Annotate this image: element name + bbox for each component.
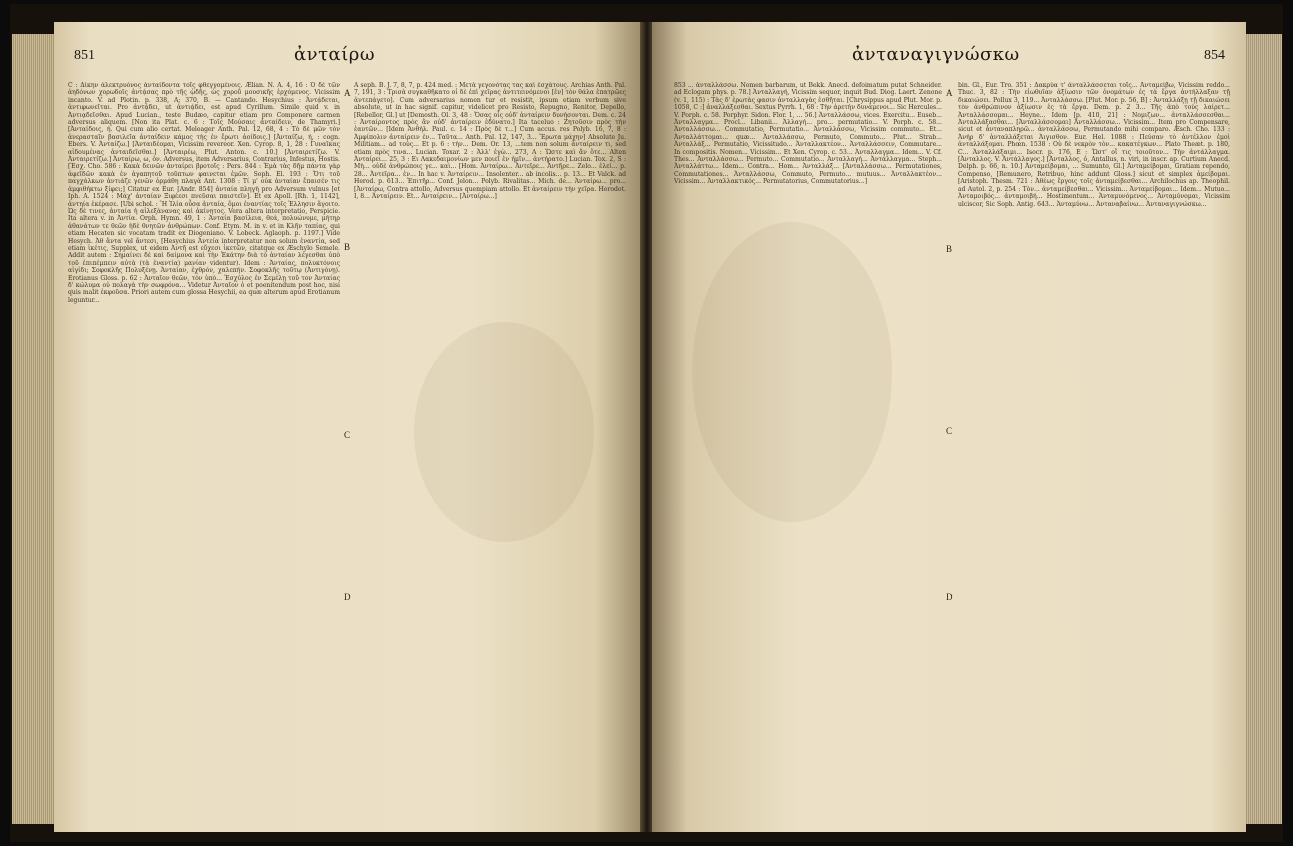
section-marker: A [344,88,351,98]
page-edges-right [1246,34,1282,824]
left-column-a [68,82,340,822]
left-page-number: 851 [74,48,95,63]
entry-text: bin. Gl., Eur. Tro. 351 : Δακρύα τ' ἀνταλλάσσεται τοῖς... Ἀνταμείβω, Vicissim reddo... Thuc. 3, 82 : Τὴν εἰωθυῖαν ἀξίωσιν τῶν ὀνομάτων ἐς τὰ ἔργα ἀντήλλαξαν τῇ δικαιώσει. Pollux 3, 119... Ἀνταλλάσσω. [Plut. Mor. p. 56, B] : Ἀνταλλάξῃ τῇ δικαιώσει τὸν ἀνθρώπινον ἀξίωσιν ἐς τὰ ἔργα. Dem. p. 2 3... Τῆς ἀπὸ τούς λαίρετ... Ἀνταλλάσσομαι... Heyne... Idem [p. 410, 21] : Νομιζων... ἀνταλλάσσεσθαι... Ἀνταλλάξασθαι... [Ἀνταλλάσσομαι] Ἀνταλλάσσω... Vicissim... Item pro Compensare, sicut et ἀνταναπληρῶ... ἀνταλλάσσω, Permutando mihi comparo. Æsch. Cho. 133 : Ἀνήρ δ' ἀνταλλάξεται Ἀιγισθον. Eur. Hel. 1088 : Πεύσαν τὸ ἀντέλλον ἐμοὶ ἀνταλλάξομαι. Phœn. 1538 : Οὐ δὲ νεκρὸν τὸν... κακατέγκων... Plato Theæt. p. 180, C... Ἀνταλλάξαιμι... Isocr. p. 176, E : Ὥστ' οἴ τις τοιοῦτον... Τὴν ἀντάλλαγμα. [Ἀνταλλος. V. Ἀντάλλαγος.] [Ἀνταλλος, ὁ, Antallus, n. viri, in inscr. ap. Curtium Anecd. Delph. p. 66, n. 10.] Ἀνταμείβομαι, ... Sumunto, Gl.] Ἀνταμείβομαι, Gratiam rependo, Compenso, [Remunero, Retribuo, hinc addunt Gloss.] sicut et simplex ἀμείβομαι. [Aristoph. Thesm. 721 : Ἀθέως ἔργοις τοῖς ἀνταμείβεσθαι... Archilochus ap. Theophil. ad Autol. 2, p. 254 : Τὸν... ἀνταμείβεσθαι... Vicissim... Ἀνταμείβομαι... Idem... Mutuo... Ἀνταμοιβός... ἀνταμοιβή... Hostimentum... Ἀνταμυνόμενος... Ἀνταμύνομαι, Vicissim ulciscor, Sic Soph. Antig. 643... Ἀνταμύνω... Ἀνταναβαίνω... Ἀνταναγιγνώσκω... [958,82,1230,208]
section-marker: A [946,88,953,98]
entry-text: A seph. B. J. 7, 8, 7, p. 424 med. : Μετὰ γεγονότας τας καὶ ἐσχάτους. Archias Anth. Pal. 7, 191, 3 : Τρισὰ συγκαθῆκατο οἱ δὲ ἐπὶ χεῖρας ἀντιτεινόμενοι [ἐν] τὸν θάλα ἐπατρῶες ἀντεπάγετο]. Cum adversarius nomen tur et resistit, ipsum etiam verbum sive absolute, ut in hac signif. capitur, videlicet pro Resisto, Repugno, Renitor, Depello, [Rebellor, Gl.] ut [Demosth. Ol. 3, 48 : Ὅσας οἷς οὐδ' ἀνταίρειν δυνήσονται. Dem. c. 24 : Ἀνταίροντος πρὸς ἃν οὐδ' ἀνταίρειν ἐδύνατο.] Ita taceluo : Ζητοῦσιν πρὸς τὴν ἑαυτῶν... [Idem Ἀνθήλ. Paul. c. 14 : Πρὸς δὲ τ...] Cum accus. res Polyb. 16, 7, 8 : Ἀμφίπολιν ἀνταίρειν ἐν... Ταῦτα... Anth. Pal. 12, 147, 3... Ἔρωτα μάχην] Absolute Ju. Militiam... ad τοὺς... Et p. 6 : τὴν... Dem. Or. 13, ...tem non solum ἀνταίρειν τι, sed etiam πρὸς τινα... Lucian. Toxar. 2 : Ἀλλ' ἐγὼ... 273, A : Ὥστε καὶ ἂν ὅτε... Alten Ἀνταίρει... 25, 3 : Ει Λακεδαιμονίων μεν ποιεῖ ἐν ἡμῖν... ἀντήρατο.] Lucian. Tox. 2, S : Μὴ... οὐδὲ ἀνθρώποις γε... καὶ... [Hom. Ἀνταίρω... Ἀντεῖρε... Ἀντῆρε... Zelo... ἐλεί... p. 28... Ἀντεῖρα... ἐν... In hac v. Ἀνταίρειν... Insolenter... ab incolis... p. 13... Et Valck. ad Herod. p. 613... Ἐπιτῆρ... Conf. Jelon... Polyb. Rivalitas... Mich. de... Ἀνταίρω... pro... [Ἀνταίρω, Contra attollo, Adversus quempiam attollo. Et ἀνταίρειν τὴν χεῖρα. Herodot. I, 8... Ἀνταίρειν. Et... Ἀνταίρειν... [Ἀνταίρω...] [354,82,626,201]
right-headword: ἀνταναγιγνώσκω [852,44,1020,65]
section-marker: B [946,244,953,254]
right-page-number: 854 [1204,48,1225,63]
section-marker: B [344,242,351,252]
section-marker: D [946,592,953,602]
entry-text: C : Δίκην ἀλεκτρυόνος ἀνταίδοντα τοῖς φθεγγομένοις. Ælian. N. A. 4, 16 : Ὁ δὲ τῶν ἀηδόνων χορωδοῖς ἀντᾴσας πρὸ τῆς ᾠδῆς, ὡς χοροῦ μουσικῆς ἐρχόμενος. Vicissim incanto. V. ad Plotin. p. 338, A; 370, B. — Cantando. Hesychius : Ἀντᾴδεται, ἀντιφωνεῖται. Pro ἀντᾴδει, ut ἀντιᾴδει, est apud Cyrillum. Simile quid v. in Ἀντιᾳδεῖσθαι. Apud Lucian., teste Budæo, capitur etiam pro Componere carmen adversus aliquem. [Non ita Plat. c. 6 : Τοῖς Μούσαις ἀνταίδειν, de Thamyri.] [Ἀνταίδοις, ή. Qui cum alio certat. Meleager Anth. Pal. 12, 68, 4 : Τὸ δὲ μῶν τὸν ἀνερασταῖν βασιλεῖα ἀνταίδειν κάμος τὴς ἐν ἔρωτι ἀοίδοις.] [Ἀνταίζω, ή, : cogn. Ebers. V. Ἀνταίζω.] [Ἀνταιδέομαι, Vicissim revereor. Xen. Cyrop. 8, 1, 28 : Γυναῖκας αἰδουμένας ἀνταιδεῖσθαι.] [Ἀνταιρέω, Plut. Anton. c. 10.] [Ἀνταιρετίζω. V. Ἀνταιρετίζω.] Ἀνταίρω, ω, ὁν. Adversus, item Adversarius, Contrarius, Infestus, Hostis. [Ἐσχ. Cho. 586 : Κακὰ δεινῶν ἀνταίρει βροτοῖς : Pers. 844 : Ἐμὰ τὰς δῆμ πάντα γὰρ ἀφεῖδῶν κακὰ ἐν ἀγαπητοῦ τοῦπτων φαινεται ἐμῶν. Soph. El. 193 : Ὅτι τοῦ παγχάλκων ἀντιάζε γενῶν ὁρμάθη πλαγὰ Ant. 1308 : Τί μ' οὐκ ἀνταίαν ἔπαισέν τις ἀμφιθήκτω ξίφει;] Citatur ex Eur. [Andr. 854] ἀνταία πληγὴ pro Adversum vulnus [et Iph. A. 1524 : Μάχ' ἀνταίαν Ξιφέεσι πνεῦσαι παιστεῖν]. Et ex Apoll. [Rh. 1, 1142], ἀντηία ἐκέρασε. [Ubi schol. : Ἢ Ἰλία οὖσα ἀνταία, ὅμοι ἐναντίας τοῖς Ἑλλησιν ἄγοιτο. Ὡς δὲ τινες, ἀνταία ἡ αἰλεξὰνανας καὶ ἀκίνητος. Vera altera interpretatio, Perspicie. Ita altera v. in Ἀντία. Orph. Hymn. 49, 1 : Ἀνταία βασίλεια, θεά, πολυώνυμε, μήτηρ ἀθανάτων τε θεῶν ἠδὲ θνητῶν ἀνθρώπων. Conf. Etym. M. in v. et in Κλῆν ταπίας, qui etiam Hecaten sic vocatam tradit ex Diogeniano. V. Lobeck. Aglaoph. p. 1197.] Vide Hesych. Ἀθ ἄντα vel ἄντεσι, [Hesychius Ἀντεία interpretatur non solum ἐναντία, sed etiam ἱκέτις, Supplex, ut eidem Ἀντῆ est εὔχεσι ἱκετῶν, citatque ex Æschylo Semele. Addit autem : Σημαίνει δὲ καὶ δαίμονα καὶ τὴν Ἑκάτην διὰ τὸ ἀνταίαν λέγεσθαι ὑπὸ τοῦ ἐπιπέμπειν αὐτὰ (τὰ ἐναντία) μανίαν videntur). Idem : Ἀνταίας, πολυκτόνοις αἰγίδι; Σοφοκλῆς Πολυξένῃ. Ἀνταίαν, ἐχθρόν, χαλεπήν. Σοφοκλῆς τοῦτῳ (Ἀντιγόνῃ). Erotianus Gloss. p. 62 : Ἀνταῖον θεῶν, τὸν ὑπὸ... Ἐσχύλος ἐν Σεμέλῃ τοῦ τον Ἀνταίας δ' κώλυμα οὐ πολαγὰ τὴν σωφρόνα... Videtur Ἀνταῖον ὁ et poenitendum post hoc, nisi quis malit ἐκφοῦσα. Priori autem cum glossa Hesychii, ea quæ alterum apud Erotianum leguntur... [68,82,340,304]
section-marker: D [344,592,351,602]
open-book [10,4,1283,842]
section-marker: C [344,430,351,440]
left-column-b [354,82,626,822]
section-marker: C [946,426,953,436]
right-page [652,22,1246,832]
right-column-a [674,82,942,822]
entry-text: 853 ... ἀνταλλάσσω. Nomen barbarum, ut Bekk. Anecd. defoimatum putat Schneider. ad Eclogam phys. p. 78.] Ἀνταλλαγή, Vicissim sequor, inquit Bud. Diog. Laert. Zenone (v. 1, 115) : Τὰς δ' ἐρωτὰς φασιν ἀνταλλαγὰς ἐσθῆται. [Chrysippus apud Plut. Mor. p. 1058, C :] ἀναλλάξεσθαι. Sextus Pyrrh. 1, 68 : Τὴν ἀρετὴν δυνάμενοι... Sic Hercules... V. Porph. c. 58. Porphyr. Sidon. Flor. 1, ... 56.] Ἀνταλλάσσω, vices. Exercitu... Euseb... Ἀνταλλαγμα... Procl... Libanii... Ἀλλαγή... pro... permutatio... V. Porph. c. 58... Ἀνταλλάσσω... Commutatio, Permutatio... Ἀνταλλάσσω, Vicissim commuto... Et... Ἀνταλλάττομαι... quæ... Ἀνταλλάσσω, Permuto, Commuto... Plut... Strab... Ἀνταλλάξ... Permutatio, Vicissitudo... Ἀνταλλακτέον... Ἀνταλλάσσειν, Commutare... In compositis. Nomen... Vicissim... Et Xen. Cyrop. c. 53... Ἀνταλλαγμα... Idem... V. Cf. Thes... Ἀνταλλάσσω... Permuto... Commutatio... Ἀνταλλαγή... Ἀντάλλαγμα... Steph... Ἀνταλλάττω... Idem... Contra... Hom... Ἀνταλλάξ... [Ἀνταλλάσσω... Permutationes, Commutationes... Ἀνταλλάσσω, Commuto, Permuto... mutuus... Ἀνταλλακτέον... Vicissim... Ἀνταλλακτικός... Permutatorius, Commutatorius...] [674,82,942,186]
right-column-b [958,82,1230,822]
left-page [54,22,642,832]
left-headword: ἀνταίρω [294,44,376,65]
page-edges-left [12,34,54,824]
